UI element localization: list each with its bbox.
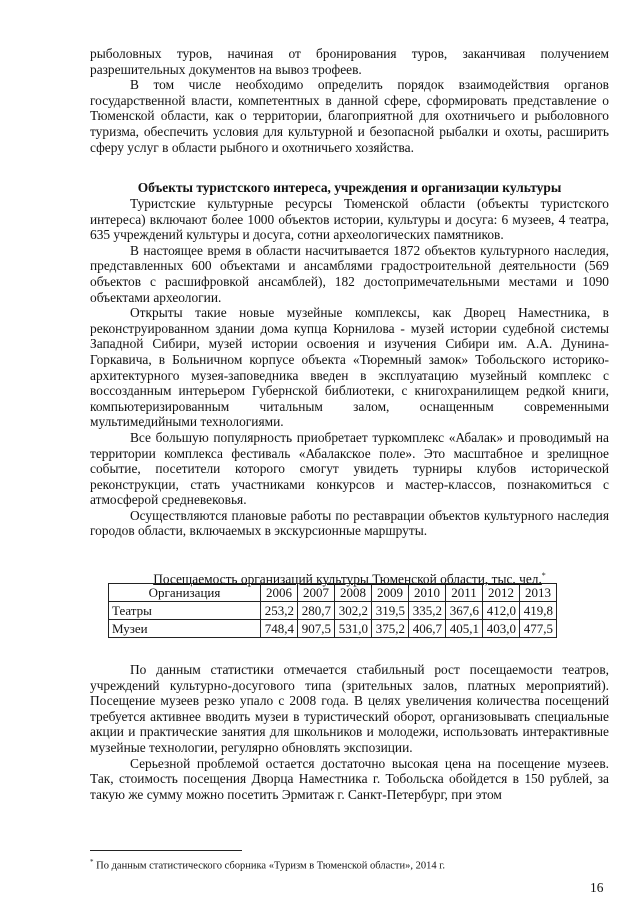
table-cell: 405,1 xyxy=(446,620,483,638)
paragraph: Туристские культурные ресурсы Тюменской области (объекты туристского интереса) включают более 1000 объектов истории, культуры и досуга: 6 музеев, 4 театра, 635 учреждений культуры и досуга, сотни археологических памятников. xyxy=(90,196,609,243)
column-header-organization: Организация xyxy=(109,584,261,602)
page-number: 16 xyxy=(590,880,604,895)
table-cell: 302,2 xyxy=(335,602,372,620)
table-header-row xyxy=(109,584,557,602)
table-caption-text: Посещаемость организаций культуры Тюменской области, тыс. чел. xyxy=(153,571,542,587)
paragraph: В настоящее время в области насчитывается 1872 объектов культурного наследия, представленных 600 объектами и ансамблями градостроительной деятельности (569 объектов с расшифровкой ансамблей), 182 достопримечательными местами и 1090 объектами археологии. xyxy=(90,242,609,305)
table-cell: 748,4 xyxy=(261,620,298,638)
column-header-year: 2012 xyxy=(483,584,520,602)
column-header-year: 2011 xyxy=(446,584,483,602)
table-cell: 375,2 xyxy=(372,620,409,638)
table-row xyxy=(109,620,557,638)
table-cell: 412,0 xyxy=(483,602,520,620)
paragraph: Открыты такие новые музейные комплексы, как Дворец Наместника, в реконструированном здании дома купца Корнилова - музей истории судебной системы Западной Сибири, музей истории освоения и изучения Сибири им. А.А. Дунина-Горкавича, в Больничном корпусе объекта «Тюремный замок» Тобольского историко-архитектурного музея-заповедника введен в эксплуатацию музейный комплекс с воссозданным интерьером Губернской библиотеки, с книгохранилищем редкой книги, компьютеризированным читальным залом, оснащенным современными мультимедийными технологиями. xyxy=(90,305,609,430)
text-block-section xyxy=(90,196,609,539)
paragraph: Все большую популярность приобретает туркомплекс «Абалак» и проводимый на территории комплекса фестиваль «Абалакское поле». Это масштабное и зрелищное событие, посетители которого смогут увидеть турниры клубов исторической реконструкции, стать участниками конкурсов и мастер-классов, познакомиться с атмосферой средневековья. xyxy=(90,429,609,508)
table-cell: 403,0 xyxy=(483,620,520,638)
table-cell: 907,5 xyxy=(298,620,335,638)
attendance-table xyxy=(108,583,557,638)
table-row xyxy=(109,602,557,620)
column-header-year: 2006 xyxy=(261,584,298,602)
column-header-year: 2007 xyxy=(298,584,335,602)
table-cell: 367,6 xyxy=(446,602,483,620)
footnote-divider xyxy=(90,850,242,851)
text-block-bottom xyxy=(90,662,609,802)
paragraph: В том числе необходимо определить порядок взаимодействия органов государственной власти, компетентных в данной сфере, сформировать представление о Тюменской области, как о территории, благоприятной для охотничьего и рыболовного туризма, обеспечить условия для культурной и безопасной рыбалки и охоты, расширить сферу услуг в области рыбного и охотничьего хозяйства. xyxy=(90,77,609,155)
table-cell: 280,7 xyxy=(298,602,335,620)
paragraph: Осуществляются плановые работы по реставрации объектов культурного наследия городов области, включаемых в экскурсионные маршруты. xyxy=(90,507,609,539)
paragraph: Серьезной проблемой остается достаточно высокая цена на посещение музеев. Так, стоимость посещения Дворца Наместника г. Тобольска обойдется в 150 рублей, за такую же сумму можно посетить Эрмитаж г. Санкт-Петербург, при этом xyxy=(90,755,609,802)
table-cell: 406,7 xyxy=(409,620,446,638)
table-cell-name: Музеи xyxy=(109,620,261,638)
column-header-year: 2010 xyxy=(409,584,446,602)
table-cell: 319,5 xyxy=(372,602,409,620)
table-cell: 531,0 xyxy=(335,620,372,638)
table-cell-name: Театры xyxy=(109,602,261,620)
column-header-year: 2009 xyxy=(372,584,409,602)
table-cell: 335,2 xyxy=(409,602,446,620)
table-cell: 419,8 xyxy=(520,602,557,620)
column-header-year: 2013 xyxy=(520,584,557,602)
text-block-top xyxy=(90,46,609,155)
footnote-marker: * xyxy=(541,571,546,580)
table-cell: 253,2 xyxy=(261,602,298,620)
section-heading: Объекты туристского интереса, учреждения и организации культуры xyxy=(137,180,562,195)
paragraph-continuation: рыболовных туров, начиная от бронирования туров, заканчивая получением разрешительных документов на вывоз трофеев. xyxy=(90,46,609,77)
paragraph: По данным статистики отмечается стабильный рост посещаемости театров, учреждений культурно-досугового типа (зрительных залов, платных мероприятий). Посещение музеев резко упало с 2008 года. В целях увеличения количества посещений требуется активнее вводить музеи в туристический оборот, организовывать специальные акции и практические занятия для школьников и молодежи, использовать интерактивные музейные технологии, регулярно обновлять экспозиции. xyxy=(90,662,609,755)
table-cell: 477,5 xyxy=(520,620,557,638)
footnote-text: По данным статистического сборника «Туризм в Тюменской области», 2014 г. xyxy=(96,860,446,872)
column-header-year: 2008 xyxy=(335,584,372,602)
footnote-marker: * xyxy=(90,858,94,866)
footnote xyxy=(90,856,609,873)
